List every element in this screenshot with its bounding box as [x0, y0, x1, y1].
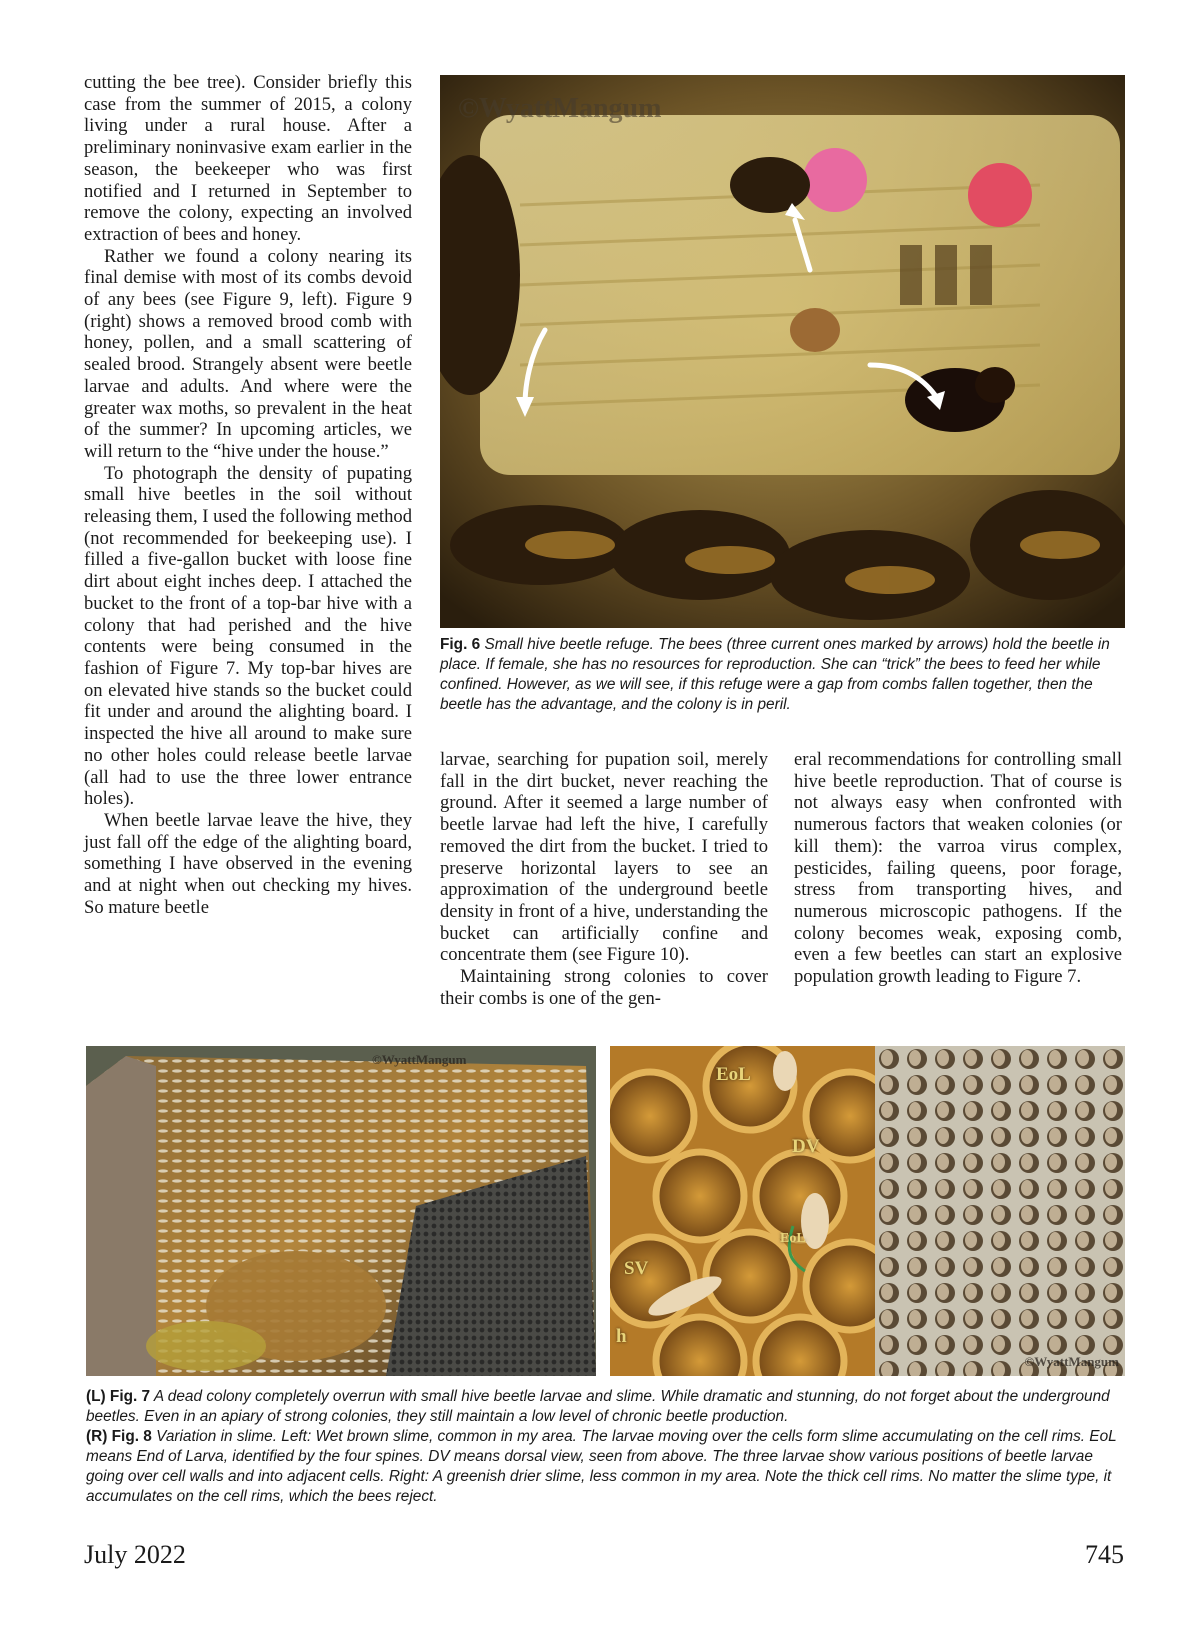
article-column-right	[794, 749, 1122, 988]
fig6-caption-tag: Fig. 6	[440, 636, 481, 653]
fig7-caption-tag: (L) Fig. 7	[86, 1388, 151, 1405]
paragraph: larvae, searching for pupation soil, merely fall in the dirt bucket, never reaching the ground. After it seemed a large number of beetle larvae had left the hive, I carefully removed the dirt from the bucket. I tried to preserve horizontal layers to see an approximation of the underground beetle density in front of a hive, understanding the bucket can artificially confine and concentrate them (see Figure 10).	[440, 749, 768, 966]
paragraph: eral recommendations for controlling small hive beetle reproduction. That of course is not always easy when confronted with numerous factors that weaken colonies (or kill them): the varroa virus complex, pesticides, failing queens, poor forage, stress from transporting hives, and numerous microscopic pathogens. If the colony becomes weak, exposing comb, even a few beetles can start an explosive population growth leading to Figure 7.	[794, 749, 1122, 988]
fig8-label-eol-2: EoL	[780, 1231, 806, 1246]
fig6-caption	[440, 635, 1125, 715]
paragraph: cutting the bee tree). Consider briefly this case from the summer of 2015, a colony living under a rural house. After a preliminary noninvasive exam earlier in the season, the beekeeper who was first notified and I returned in September to remove the colony, expecting an involved extraction of bees and honey.	[84, 72, 412, 245]
fig7-8-caption	[86, 1387, 1126, 1507]
fig7-caption-text: A dead colony completely overrun with small hive beetle larvae and slime. While dramatic and stunning, do not forget about the underground beetles. Even in an apiary of strong colonies, they still maintain a low level of chronic beetle production.	[86, 1388, 1110, 1425]
fig8-left-photo	[610, 1046, 875, 1376]
fig8-right-photo	[875, 1046, 1125, 1376]
article-column-middle	[440, 749, 768, 1009]
fig6-watermark: ©WyattMangum	[458, 93, 662, 124]
paragraph: Rather we found a colony nearing its final demise with most of its combs devoid of any bees (see Figure 9, left). Figure 9 (right) shows a removed brood comb with honey, pollen, and a small scattering of sealed brood. Strangely absent were beetle larvae and adults. And where were the greater wax moths, so prevalent in the heat of the summer? In upcoming articles, we will return to the “hive under the house.”	[84, 245, 412, 462]
fig8-caption-text: Variation in slime. Left: Wet brown slime, common in my area. The larvae moving over the cells form slime accumulating on the cell rims. EoL means End of Larva, identified by the four spines. DV means dorsal view, seen from above. The three larvae show various positions of beetle larvae going over cell walls and into adjacent cells. Right: A greenish drier slime, less common in my area. Note the thick cell rims. No matter the slime type, it accumulates on the cell rims, which the bees reject.	[86, 1428, 1117, 1505]
fig8-label-eol: EoL	[716, 1064, 751, 1085]
fig8-label-h: h	[616, 1326, 627, 1347]
page-number: 745	[1085, 1540, 1124, 1569]
fig6-caption-text: Small hive beetle refuge. The bees (three current ones marked by arrows) hold the beetle in place. If female, she has no resources for reproduction. She can “trick” the bees to feed her while confined. However, as we will see, if this refuge were a gap from combs fallen together, then the beetle has the advantage, and the colony is in peril.	[440, 636, 1110, 713]
fig6-photo	[440, 75, 1125, 628]
footer-date: July 2022	[84, 1540, 186, 1569]
fig7-photo	[86, 1046, 596, 1376]
paragraph: To photograph the density of pupating small hive beetles in the soil without releasing them, I used the following method (not recommended for beekeeping use). I filled a five-gallon bucket with loose fine dirt about eight inches deep. I attached the bucket to the front of a top-bar hive with a colony that had perished and the hive contents were being consumed in the fashion of Figure 7. My top-bar hives are on elevated hive stands so the bucket could fit under and around the alighting board. I inspected the hive all around to make sure no other holes could release beetle larvae (all had to use the three lower entrance holes).	[84, 462, 412, 810]
fig8-label-sv: SV	[624, 1258, 649, 1279]
fig8-watermark: ©WyattMangum	[1024, 1354, 1119, 1369]
fig8-caption-tag: (R) Fig. 8	[86, 1428, 152, 1445]
fig7-watermark: ©WyattMangum	[372, 1052, 467, 1067]
fig8-label-dv: DV	[792, 1136, 820, 1157]
article-column-left	[84, 72, 412, 918]
paragraph: Maintaining strong colonies to cover their combs is one of the gen-	[440, 966, 768, 1009]
paragraph: When beetle larvae leave the hive, they just fall off the edge of the alighting board, something I have observed in the evening and at night when out checking my hives. So mature beetle	[84, 809, 412, 918]
